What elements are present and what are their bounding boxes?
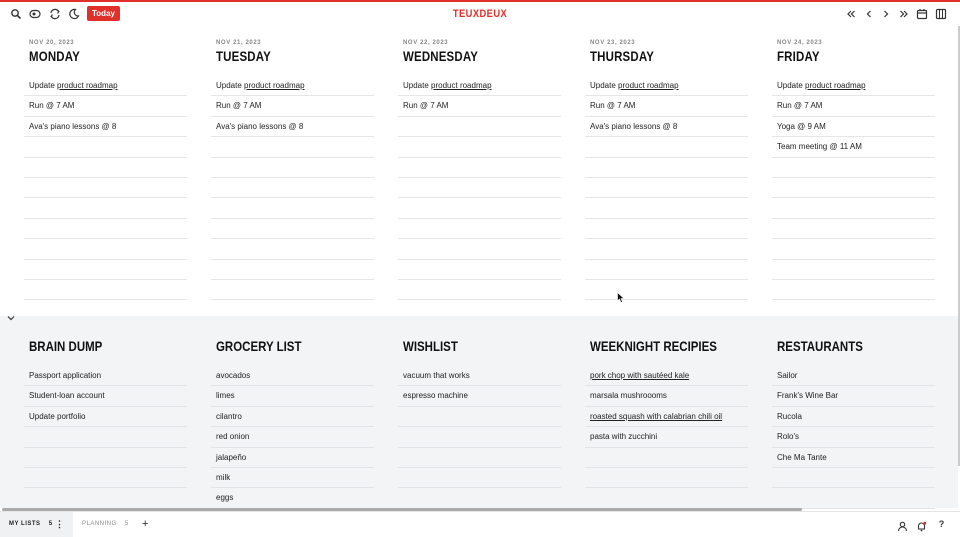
todo-empty-row[interactable] [585,158,748,178]
help-icon[interactable]: ? [938,519,945,529]
todo-item[interactable]: Ava's piano lessons @ 8 [585,117,748,137]
today-button[interactable]: Today [87,6,120,21]
list-title[interactable]: WISHLIST [403,338,458,354]
list-column-weeknight-recipies [585,316,748,509]
list-item[interactable]: Update portfolio [24,407,187,427]
todo-empty-row[interactable] [211,239,374,259]
list-empty-row[interactable] [24,427,187,447]
day-items [772,76,935,300]
todo-empty-row[interactable] [398,178,561,198]
more-vertical-icon[interactable]: ⋮ [55,519,65,529]
todo-item[interactable]: Run @ 7 AM [772,96,935,116]
list-empty-row[interactable] [398,468,561,488]
todo-empty-row[interactable] [24,137,187,157]
list-item[interactable]: cilantro [211,407,374,427]
todo-empty-row[interactable] [398,198,561,218]
todo-empty-row[interactable] [772,239,935,259]
todo-item[interactable]: Update product roadmap [585,76,748,96]
list-title[interactable]: WEEKNIGHT RECIPIES [590,338,717,354]
calendar-icon[interactable] [914,6,930,22]
list-item[interactable]: Passport application [24,366,187,386]
todo-item[interactable]: Update product roadmap [398,76,561,96]
list-item[interactable]: vacuum that works [398,366,561,386]
right-icon[interactable] [878,6,894,22]
user-icon[interactable] [897,519,908,530]
tab-my-lists[interactable]: MY LISTS 5 ⋮ [0,512,73,537]
todo-link[interactable]: product roadmap [244,81,305,90]
todo-empty-row[interactable] [24,158,187,178]
list-title[interactable]: RESTAURANTS [777,338,863,354]
list-item[interactable]: Frank's Wine Bar [772,386,935,406]
list-item[interactable]: Rucola [772,407,935,427]
list-empty-row[interactable] [585,448,748,468]
todo-empty-row[interactable] [211,219,374,239]
day-name: WEDNESDAY [403,48,479,64]
list-item[interactable]: jalapeño [211,448,374,468]
day-items [211,76,374,300]
list-empty-row[interactable] [772,488,935,508]
notification-bell-icon[interactable] [916,519,927,530]
mouse-cursor-icon [617,290,625,308]
list-item[interactable]: milk [211,468,374,488]
visibility-icon[interactable] [27,6,43,22]
todo-empty-row[interactable] [772,219,935,239]
todo-item[interactable]: Team meeting @ 11 AM [772,137,935,157]
day-column-thursday [585,40,748,300]
chevron-down-icon[interactable] [6,310,16,320]
day-date: NOV 22, 2023 [403,40,449,46]
todo-empty-row[interactable] [398,239,561,259]
todo-item[interactable]: Update product roadmap [772,76,935,96]
day-column-tuesday [211,40,374,300]
list-empty-row[interactable] [24,488,187,508]
todo-empty-row[interactable] [24,178,187,198]
todo-empty-row[interactable] [24,198,187,218]
todo-empty-row[interactable] [398,280,561,300]
todo-empty-row[interactable] [772,158,935,178]
todo-empty-row[interactable] [585,219,748,239]
list-items [211,366,374,509]
list-item[interactable]: Che Ma Tante [772,448,935,468]
todo-empty-row[interactable] [772,178,935,198]
todo-empty-row[interactable] [585,239,748,259]
todo-item[interactable]: Ava's piano lessons @ 8 [24,117,187,137]
list-empty-row[interactable] [24,468,187,488]
todo-link[interactable]: product roadmap [618,81,679,90]
brand-logo[interactable]: TEUXDEUX [452,8,508,20]
lists-panel [0,316,958,508]
list-item[interactable] [585,407,748,427]
todo-empty-row[interactable] [585,280,748,300]
day-date: NOV 20, 2023 [29,40,75,46]
todo-item[interactable]: Update product roadmap [24,76,187,96]
todo-empty-row[interactable] [211,260,374,280]
day-column-monday [24,40,187,300]
todo-empty-row[interactable] [24,260,187,280]
todo-empty-row[interactable] [585,137,748,157]
day-date: NOV 21, 2023 [216,40,262,46]
todo-item[interactable]: Yoga @ 9 AM [772,117,935,137]
todo-empty-row[interactable] [211,280,374,300]
tab-planning[interactable]: PLANNING 5 [82,521,129,527]
list-items [772,366,935,509]
left-icon[interactable] [861,6,877,22]
bottom-bar [0,511,960,537]
list-items [398,366,561,509]
top-toolbar [0,2,960,26]
todo-empty-row[interactable] [772,260,935,280]
day-column-friday [772,40,935,300]
todo-item[interactable]: Update product roadmap [211,76,374,96]
day-items [398,76,561,300]
todo-link[interactable]: product roadmap [805,81,866,90]
todo-link[interactable]: product roadmap [431,81,492,90]
list-item[interactable]: limes [211,386,374,406]
todo-empty-row[interactable] [24,280,187,300]
list-item[interactable]: Student-loan account [24,386,187,406]
recipe-link[interactable]: pork chop with sautéed kale [590,371,690,380]
day-date: NOV 23, 2023 [590,40,636,46]
list-item[interactable]: pasta with zucchini [585,427,748,447]
list-item[interactable]: espresso machine [398,386,561,406]
list-column-grocery [211,316,374,509]
todo-empty-row[interactable] [24,219,187,239]
double-right-icon[interactable] [896,6,912,22]
list-title[interactable]: GROCERY LIST [216,338,302,354]
list-empty-row[interactable] [398,427,561,447]
list-column-brain-dump [24,316,187,509]
list-empty-row[interactable] [24,448,187,468]
todo-empty-row[interactable] [211,137,374,157]
list-item[interactable]: Sailor [772,366,935,386]
todo-item[interactable]: Run @ 7 AM [211,96,374,116]
todo-item[interactable]: Run @ 7 AM [585,96,748,116]
day-name: THURSDAY [590,48,655,64]
search-icon[interactable] [8,6,24,22]
add-list-button[interactable]: + [142,518,149,530]
list-items [585,366,748,509]
todo-empty-row[interactable] [398,137,561,157]
list-column-wishlist [398,316,561,509]
list-title[interactable]: BRAIN DUMP [29,338,103,354]
list-item[interactable]: red onion [211,427,374,447]
todo-item[interactable]: Ava's piano lessons @ 8 [211,117,374,137]
list-empty-row[interactable] [772,468,935,488]
todo-empty-row[interactable] [772,280,935,300]
todo-item[interactable]: Run @ 7 AM [24,96,187,116]
list-item[interactable]: eggs [211,488,374,508]
day-name: FRIDAY [777,48,820,64]
list-column-restaurants [772,316,935,509]
day-items [24,76,187,300]
todo-empty-row[interactable] [24,239,187,259]
day-items [585,76,748,300]
day-date: NOV 24, 2023 [777,40,823,46]
list-item[interactable]: marsala mushroooms [585,386,748,406]
todo-empty-row[interactable] [211,158,374,178]
week-view [0,40,958,310]
list-empty-row[interactable] [398,407,561,427]
day-name: TUESDAY [216,48,271,64]
todo-empty-row[interactable] [585,260,748,280]
todo-empty-row[interactable] [398,117,561,137]
todo-item[interactable]: Run @ 7 AM [398,96,561,116]
todo-empty-row[interactable] [585,178,748,198]
list-empty-row[interactable] [585,468,748,488]
day-name: MONDAY [29,48,80,64]
day-column-wednesday [398,40,561,300]
todo-empty-row[interactable] [211,178,374,198]
todo-empty-row[interactable] [772,198,935,218]
list-items [24,366,187,509]
todo-empty-row[interactable] [398,219,561,239]
columns-icon[interactable] [933,6,949,22]
list-empty-row[interactable] [398,448,561,468]
list-item[interactable]: avocados [211,366,374,386]
refresh-icon[interactable] [47,6,63,22]
recipe-link[interactable]: roasted squash with calabrian chili oil [590,411,723,421]
todo-empty-row[interactable] [398,260,561,280]
todo-empty-row[interactable] [398,158,561,178]
list-item[interactable]: Rolo's [772,427,935,447]
todo-link[interactable]: product roadmap [57,81,118,90]
todo-empty-row[interactable] [211,198,374,218]
list-empty-row[interactable] [398,488,561,508]
double-left-icon[interactable] [843,6,859,22]
list-empty-row[interactable] [585,488,748,508]
list-item[interactable] [585,366,748,386]
todo-empty-row[interactable] [585,198,748,218]
